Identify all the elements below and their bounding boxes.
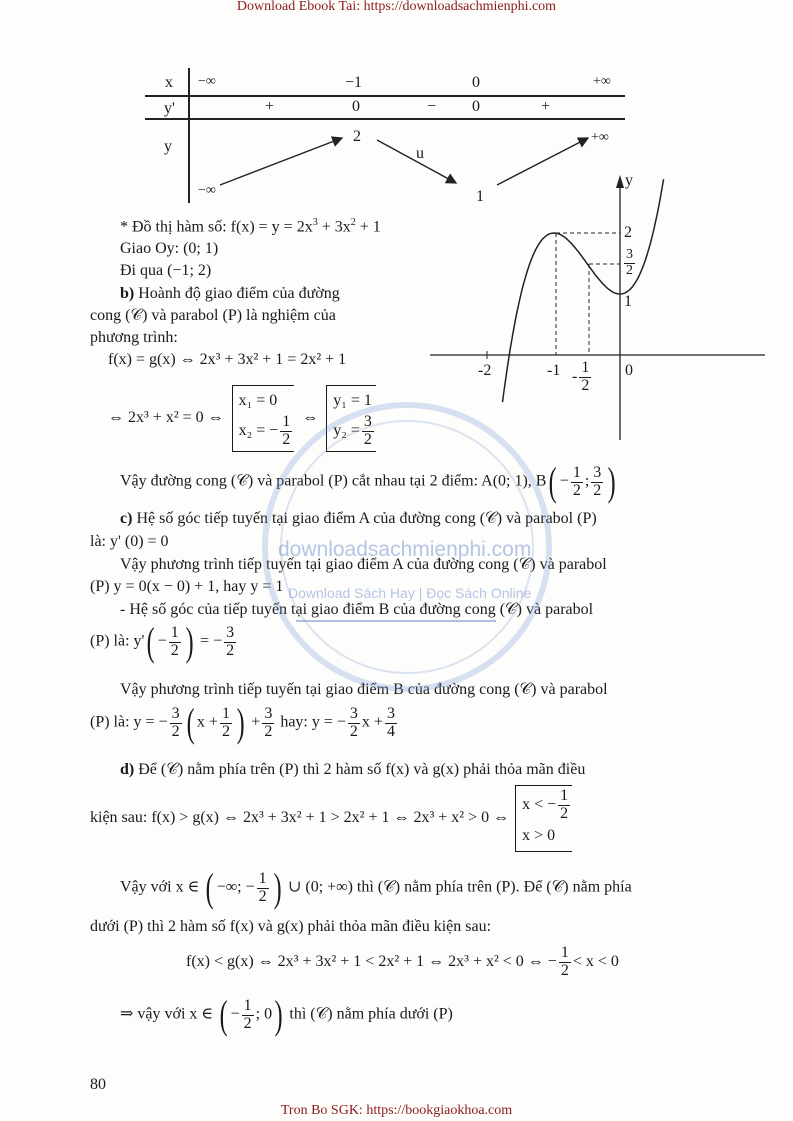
row-label-yprime: y'	[164, 100, 175, 117]
sign: +	[541, 98, 551, 115]
text-line: c) Hệ số góc tiếp tuyến tại giao điểm A của đường cong (𝒞) và parabol (P)	[120, 510, 597, 527]
text-line: (P) là: y = − $\frac{3}{2}$ ( x + $\frac{1}{2}$ ) + $\frac{3}{2}$ hay: y = − $\frac{3}{2}$ x + $\frac{3}{4}$	[90, 700, 395, 745]
x-value: −∞	[198, 74, 216, 89]
text-line: ⇒ vậy với x ∈ ( − $\frac{1}{2}$ ; 0) thì (𝒞) nằm phía dưới (P)	[120, 992, 453, 1037]
text-line: Vậy đường cong (𝒞) và parabol (P) cắt nhau tại 2 điểm: A(0; 1), B( − $\frac{1}{2}$ ; $\frac{3}{2}$ )	[120, 459, 616, 504]
y-value: 1	[476, 188, 484, 205]
x-value: +∞	[593, 74, 611, 89]
text-line: f(x) < g(x) ⇔ 2x³ + 3x² + 1 < 2x² + 1 ⇔ 2x³ + x² < 0 ⇔ − $\frac{1}{2}$ < x < 0	[186, 944, 619, 979]
text-line: Vậy phương trình tiếp tuyến tại giao điểm A của đường cong (𝒞) và parabol	[120, 556, 607, 573]
text-line: (P) là: y'( − $\frac{1}{2}$ ) = − $\frac{3}{2}$	[90, 619, 235, 664]
text-line: là: y' (0) = 0	[90, 533, 169, 550]
equation-system: ⇔ 2x³ + x² = 0 ⇔ x₁ = 0 x₂ = − $\frac{1}{2}$ ⇔ y₁ = 1 y₂ = $\frac{3}{2}$	[108, 385, 380, 452]
x-value: 0	[472, 74, 480, 91]
text-line: Vậy phương trình tiếp tuyến tại giao điểm B của đường cong (𝒞) và parabol	[120, 681, 608, 698]
row-label-x: x	[165, 74, 173, 91]
y-value: +∞	[591, 130, 609, 145]
text-line: cong (𝒞) và parabol (P) là nghiệm của	[90, 307, 336, 324]
x-tick-neg-half: - $\frac{1}{2}$	[572, 359, 590, 394]
text-line: d) Để (𝒞) nằm phía trên (P) thì 2 hàm số f(x) và g(x) phải thỏa mãn điều	[120, 761, 586, 778]
text-line: Vậy với x ∈ ( −∞; − $\frac{1}{2}$ ) ∪ (0; +∞) thì (𝒞) nằm phía trên (P). Để (𝒞) nằm phía	[120, 865, 632, 910]
text-line: phương trình:	[90, 329, 178, 346]
page-number: 80	[90, 1076, 106, 1093]
x-tick-neg2: -2	[478, 362, 492, 379]
sign: +	[265, 98, 275, 115]
x-tick-0: 0	[625, 362, 633, 379]
sign: 0	[472, 98, 480, 115]
text-line: f(x) = g(x) ⇔ 2x³ + 3x² + 1 = 2x² + 1	[108, 351, 347, 368]
row-label-y: y	[164, 138, 172, 155]
text-line: dưới (P) thì 2 hàm số f(x) và g(x) phải thỏa mãn điều kiện sau:	[90, 918, 492, 935]
y-tick-1: 1	[624, 293, 632, 310]
y-tick-2: 2	[624, 224, 632, 241]
footer-link[interactable]: Tron Bo SGK: https://bookgiaokhoa.com	[280, 1103, 513, 1118]
table-note: u	[416, 145, 424, 162]
y-tick-half: $\frac{3}{2}$	[626, 247, 633, 278]
watermark-site: downloadsachmienphi.com	[278, 538, 532, 561]
y-value: 2	[353, 128, 361, 145]
sign: −	[427, 98, 437, 115]
header-download-link[interactable]: Download Ebook Tai: https://downloadsachmienphi.com	[236, 0, 557, 14]
x-value: −1	[345, 74, 363, 91]
text-line: - Hệ số góc của tiếp tuyến tại giao điểm B của đường cong (𝒞) và parabol	[120, 601, 594, 618]
text-line: Đi qua (−1; 2)	[120, 262, 212, 279]
text-line: kiện sau: f(x) > g(x) ⇔ 2x³ + 3x² + 1 > 2x² + 1 ⇔ 2x³ + x² > 0 ⇔ x < − $\frac{1}{2}$ x > 0	[90, 785, 576, 852]
watermark-slogan: Download Sách Hay | Đọc Sách Online	[288, 585, 532, 601]
text-line: (P) y = 0(x − 0) + 1, hay y = 1	[90, 578, 284, 595]
y-axis-label: y	[625, 172, 633, 189]
sign: 0	[352, 98, 360, 115]
text-line: b) Hoành độ giao điểm của đường	[120, 285, 340, 302]
text-line: * Đồ thị hàm số: $f(x) = y = 2x^3 + 3x^2 + 1$	[120, 217, 381, 236]
y-value: −∞	[198, 183, 216, 198]
x-tick-neg1: -1	[547, 362, 561, 379]
text-line: Giao Oy: (0; 1)	[120, 240, 219, 257]
